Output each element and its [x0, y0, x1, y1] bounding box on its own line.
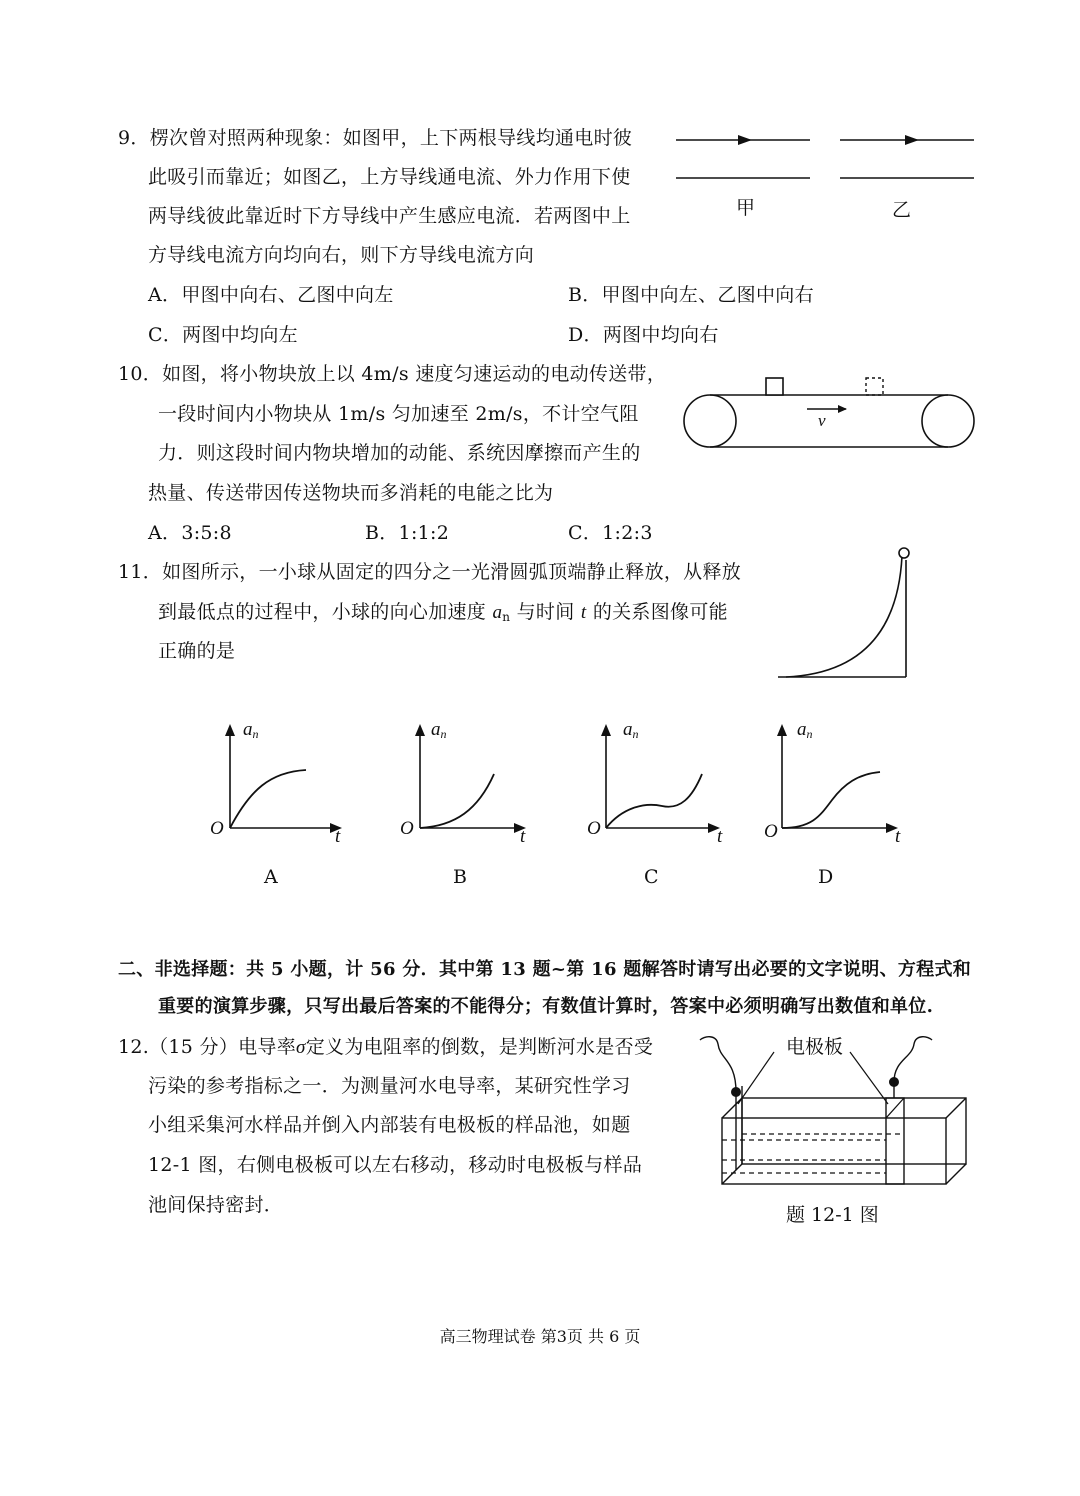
q9-line-2: 此吸引而靠近；如图乙，上方导线通电流、外力作用下使 — [148, 166, 631, 188]
q12-figure-caption: 题 12-1 图 — [786, 1204, 879, 1226]
q11-graph-d-yaxis: $a_n$ — [797, 719, 813, 741]
q12-line-3: 小组采集河水样品并倒入内部装有电极板的样品池，如题 — [148, 1114, 631, 1136]
q11-graph-d-xaxis: t — [895, 826, 901, 847]
q11-graph-c-label: C — [644, 866, 659, 888]
q10-line-3: 力．则这段时间内物块增加的动能、系统因摩擦而产生的 — [158, 442, 641, 464]
page-footer: 高三物理试卷 第3页 共 6 页 — [439, 1327, 641, 1346]
q11-graph-b-yaxis: $a_n$ — [431, 719, 447, 741]
q11-graph-d-label: D — [818, 866, 834, 888]
q10-option-c: C．1:2:3 — [568, 522, 653, 544]
q9-line-3: 两导线彼此靠近时下方导线中产生感应电流．若两图中上 — [148, 205, 631, 227]
q12-line-4: 12-1 图，右侧电极板可以左右移动，移动时电极板与样品 — [148, 1154, 643, 1176]
q9-option-b: B．甲图中向左、乙图中向右 — [568, 284, 814, 306]
q11-graph-c-xaxis: t — [717, 826, 723, 847]
q11-graph-d-origin: O — [764, 821, 778, 842]
q11-graph-d — [772, 720, 902, 840]
q11-line-2-c: 的关系图像可能 — [586, 601, 728, 623]
q9-option-d: D．两图中均向右 — [568, 324, 719, 346]
q12-line-2: 污染的参考指标之一．为测量河水电导率，某研究性学习 — [148, 1075, 631, 1097]
q11-graph-c-origin: O — [587, 818, 601, 839]
q10-option-a: A．3:5:8 — [148, 522, 232, 544]
q9-option-a: A．甲图中向右、乙图中向左 — [148, 284, 394, 306]
q11-an-symbol: a — [492, 602, 503, 623]
q11-line-2 — [158, 600, 728, 629]
q11-line-1: 11．如图所示，一小球从固定的四分之一光滑圆弧顶端静止释放，从释放 — [118, 561, 742, 583]
section2-line-1: 二、非选择题：共 5 小题，计 56 分．其中第 13 题~第 16 题解答时请写出必要的文字说明、方程式和 — [118, 959, 972, 980]
q10-conveyor-figure — [684, 374, 984, 454]
q11-graph-b-xaxis: t — [520, 826, 526, 847]
q9-line-4: 方导线电流方向均向右，则下方导线电流方向 — [148, 244, 535, 266]
q11-line-2-a: 到最低点的过程中，小球的向心加速度 — [158, 601, 493, 623]
q11-graph-b-origin: O — [400, 818, 414, 839]
q9-line-1: 9．楞次曾对照两种现象：如图甲，上下两根导线均通电时彼 — [118, 127, 633, 149]
q11-arc-figure — [778, 544, 918, 684]
q11-graph-a — [220, 720, 350, 840]
q10-line-4: 热量、传送带因传送物块而多消耗的电能之比为 — [148, 482, 554, 504]
q12-line-5: 池间保持密封． — [148, 1194, 284, 1216]
q11-graph-a-origin: O — [210, 818, 224, 839]
q11-t-symbol: t — [580, 602, 587, 623]
q11-line-2-b: 与时间 — [510, 601, 581, 623]
q11-graph-a-xaxis: t — [335, 826, 341, 847]
q10-line-1: 10．如图，将小物块放上以 4m/s 速度匀速运动的电动传送带， — [118, 363, 667, 385]
q11-graph-b — [410, 720, 540, 840]
q9-fig-label-jia: 甲 — [736, 197, 756, 219]
q11-line-3: 正确的是 — [158, 640, 236, 662]
q9-wire-figure — [676, 130, 996, 190]
q11-graph-a-yaxis: $a_n$ — [243, 719, 259, 741]
q10-option-b: B．1:1:2 — [365, 522, 450, 544]
q9-fig-label-yi: 乙 — [892, 199, 912, 221]
q11-graph-b-label: B — [453, 866, 467, 888]
q12-line-1: 12.（15 分）电导率σ定义为电阻率的倒数，是判断河水是否受 — [118, 1036, 654, 1058]
q11-graph-c-yaxis: $a_n$ — [623, 719, 639, 741]
sigma-symbol: σ — [296, 1037, 306, 1058]
q12-electrode-label: 电极板 — [786, 1036, 844, 1058]
q10-line-2: 一段时间内小物块从 1m/s 匀加速至 2m/s，不计空气阻 — [158, 403, 639, 425]
section2-line-2: 重要的演算步骤，只写出最后答案的不能得分；有数值计算时，答案中必须明确写出数值和单位. — [158, 996, 934, 1017]
q11-graph-a-label: A — [264, 866, 278, 888]
q9-option-c: C．两图中均向左 — [148, 324, 298, 346]
q10-velocity-label: v — [818, 411, 826, 430]
q11-an-sub: n — [502, 610, 511, 624]
q11-graph-c — [596, 720, 726, 840]
